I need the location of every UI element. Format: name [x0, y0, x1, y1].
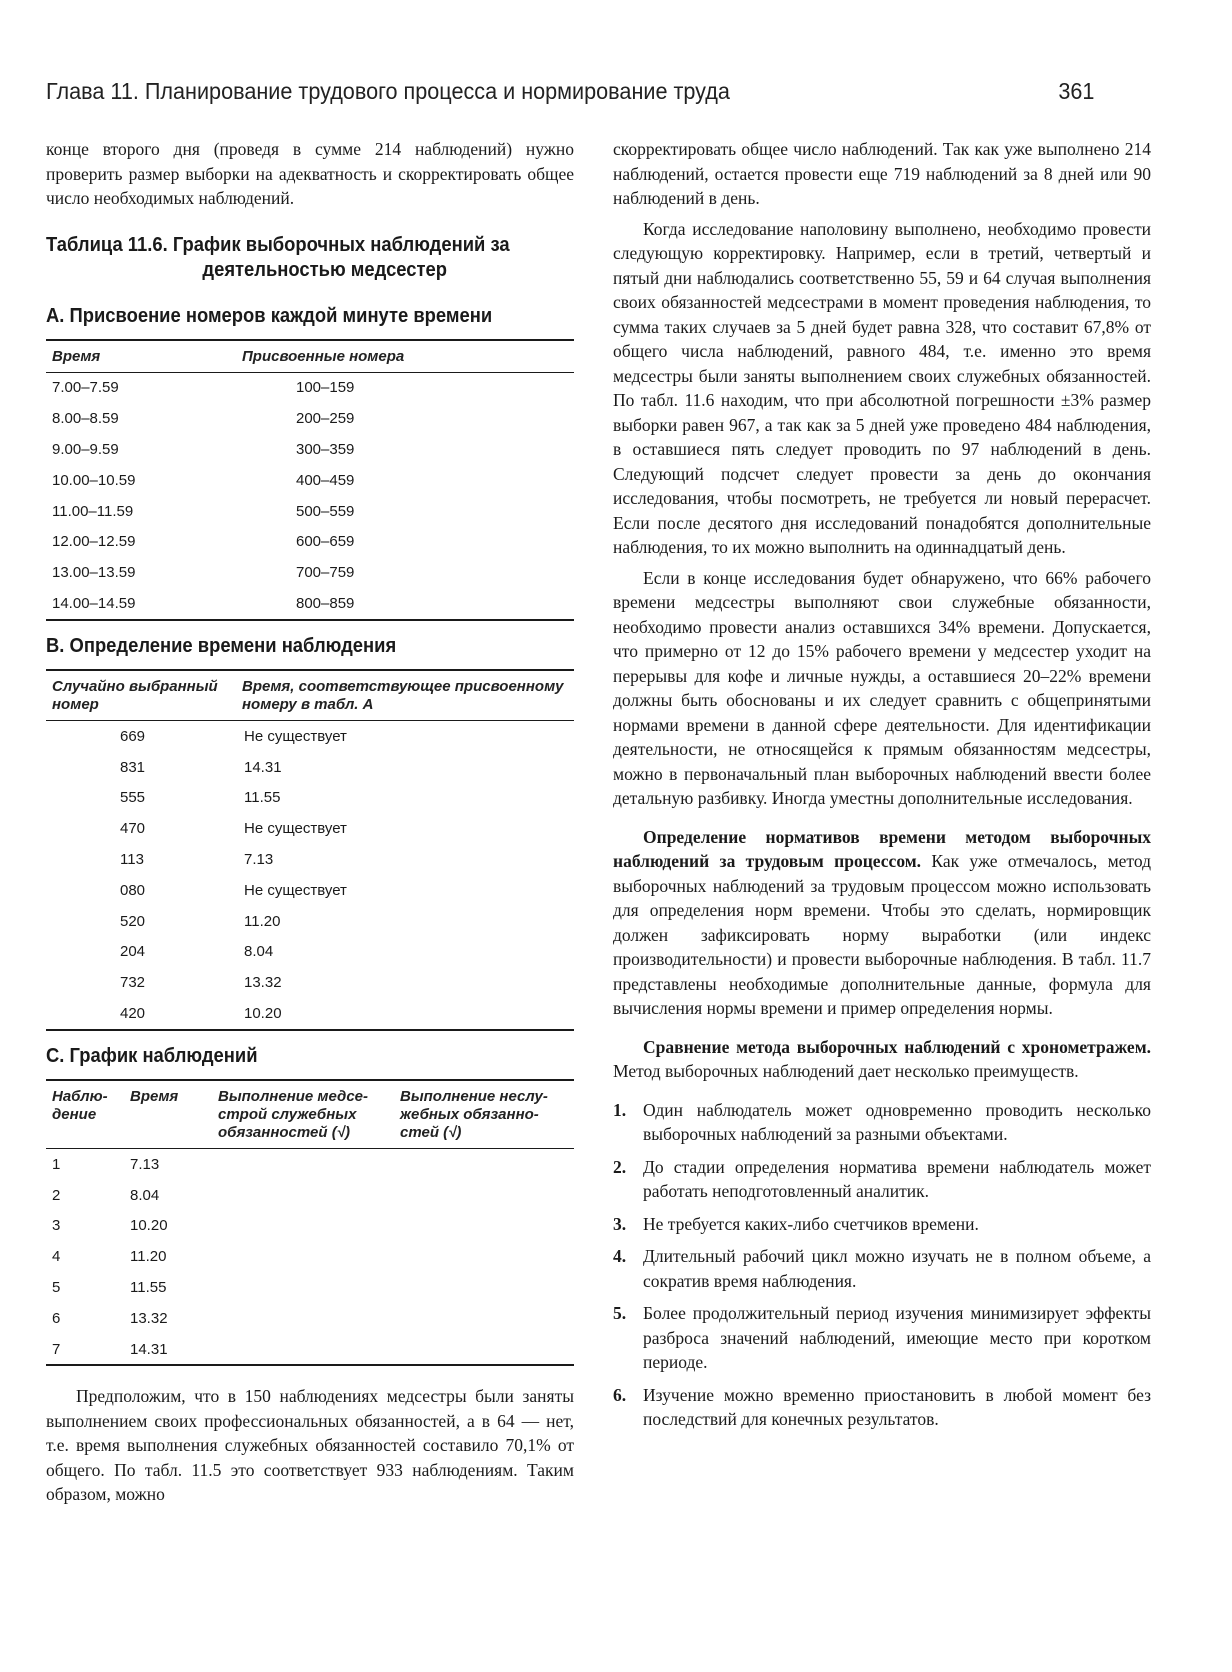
table-cell: 831: [120, 758, 146, 776]
table-cell: 9.00–9.59: [52, 440, 119, 458]
list-item-number: 6.: [613, 1384, 627, 1405]
right-column: [613, 137, 1151, 1440]
table-row: [46, 752, 574, 783]
table-row: [46, 465, 574, 496]
paragraph: Когда исследование наполовину выполнено, необходимо провести следующую корректировку. Например, если в третий, четвертый и пятый дни наблюдались соответственно 55, 59 и 64 случая выполнения своих обязанностей медсестрами в момент проведения наблюдения, то сумма таких случаев за 5 дней будет равна 328, что составит 67,8% от общего числа наблюдений, равного 484, т.е. именно это время медсестры были заняты выполнением своих служебных обязанностей. По табл. 11.6 находим, что при абсолютной погрешности ±3% размер выборки равен 967, а так как за 5 дней уже проведено 484 наблюдения, в оставшиеся пять следует проводить по 97 наблюдений в день. Следующий подсчет следует провести за день до окончания исследования, чтобы посмотреть, не требуется ли новый перерасчет. Если после десятого дня исследований понадобятся дополнительные наблюдения, то их можно выполнить на одиннадцатый день.: [613, 218, 1151, 557]
table-row: [46, 372, 574, 403]
table-cell-empty: [394, 1241, 574, 1272]
list-item-number: 1.: [613, 1099, 627, 1120]
table-cell: 200–259: [296, 410, 355, 428]
closing-paragraph: Предположим, что в 150 наблюдениях медсестры были заняты выполнением своих профессиональных обязанностей, а в 64 — нет, т.е. время выполнения служебных обязанностей составило 70,1% от общего. По табл. 11.5 это соответствует 933 наблюдениям. Таким образом, можно: [46, 1386, 574, 1505]
table-caption: [46, 233, 532, 283]
table-row: [46, 526, 574, 557]
table-cell: 3: [52, 1217, 61, 1235]
table-cell-empty: [212, 1148, 394, 1179]
paragraph-text: Как уже отмечалось, метод выборочных наблюдений за трудовым процессом можно использовать для определения норм времени. Чтобы это сделать, нормировщик должен зафиксировать норму выработки (или индекс производительности) и провести выборочные наблюдения. В табл. 11.7 представлены необходимые дополнительные данные, формула для вычисления нормы времени и пример определения нормы.: [613, 851, 1151, 1018]
table-cell: 113: [120, 850, 144, 868]
intro-paragraph: конце второго дня (проведя в сумме 214 наблюдений) нужно проверить размер выборки на адекватность и скорректировать общее число необходимых наблюдений.: [46, 139, 574, 208]
table-cell: 8.04: [130, 1186, 160, 1204]
table-cell-empty: [394, 1272, 574, 1303]
table-row: [46, 1180, 574, 1211]
list-item-text: Длительный рабочий цикл можно изучать не в полном объеме, а сократив время наблюдения.: [643, 1246, 1151, 1291]
running-header: [46, 78, 1095, 112]
paragraph-text: Метод выборочных наблюдений дает несколько преимуществ.: [613, 1061, 1079, 1081]
table-cell: 13.00–13.59: [52, 564, 136, 582]
table-cell-empty: [212, 1180, 394, 1211]
list-item: [613, 1212, 1151, 1237]
table-row: [46, 906, 574, 937]
table-cell: 11.20: [244, 912, 281, 930]
table-cell: 420: [120, 1004, 146, 1022]
table-caption-line-1: Таблица 11.6. График выборочных наблюдений за: [46, 233, 510, 256]
table-cell: 14.31: [244, 758, 282, 776]
table-cell-empty: [212, 1334, 394, 1366]
chapter-title: Глава 11. Планирование трудового процесса и нормирование труда: [46, 78, 730, 104]
column-header: Присвоенные номера: [242, 347, 405, 365]
table-cell: 700–759: [296, 564, 355, 582]
table-cell: 11.20: [130, 1248, 167, 1266]
table-row: [46, 813, 574, 844]
table-row: [46, 1272, 574, 1303]
table-cell: 10.20: [130, 1217, 168, 1235]
table-cell: 14.31: [130, 1340, 168, 1358]
table-row: [46, 496, 574, 527]
table-c-body: [46, 1148, 574, 1365]
table-cell: 080: [120, 881, 146, 899]
table-cell: 800–859: [296, 594, 355, 612]
table-cell: 14.00–14.59: [52, 594, 136, 612]
table-cell: 7.00–7.59: [52, 379, 119, 397]
paragraph: Если в конце исследования будет обнаружено, что 66% рабочего времени медсестры выполняют свои служебные обязанности, необходимо провести анализ оставшихся 34% времени. Допускается, что примерно от 12 до 15% рабочего времени у медсестер уходит на перерывы для кофе и личные нужды, а оставшиеся 20–22% времени должны быть обоснованы и их следует сравнить с общепринятыми нормами времени в данной сфере деятельности. Для идентификации деятельности, не относящейся к прямым обязанностям медсестры, можно в первоначальный план выборочных наблюдений ввести более детальную разбивку. Иногда уместны дополнительные исследования.: [613, 567, 1151, 808]
list-item: [613, 1301, 1151, 1375]
table-cell: 6: [52, 1309, 61, 1327]
table-cell: Не существует: [244, 820, 347, 838]
table-cell: 400–459: [296, 471, 355, 489]
column-header: Время: [52, 347, 101, 365]
list-item-text: Изучение можно временно приостановить в любой момент без последствий для конечных результатов.: [643, 1384, 1151, 1429]
table-row: [46, 403, 574, 434]
table-cell-empty: [394, 1303, 574, 1334]
table-cell: 600–659: [296, 533, 355, 551]
list-item: [613, 1244, 1151, 1293]
table-cell: 13.32: [130, 1309, 168, 1327]
table-row: [46, 1210, 574, 1241]
paragraph: [613, 1035, 1151, 1084]
table-cell: 470: [120, 820, 146, 838]
table-cell: 10.00–10.59: [52, 471, 136, 489]
paragraph-heading: Сравнение метода выборочных наблюдений с хронометражем.: [643, 1036, 1151, 1057]
column-header: Выполнение медсе-строй служебных обязанностей (√): [218, 1087, 369, 1141]
table-row: [46, 1303, 574, 1334]
table-cell: 7.13: [244, 850, 274, 868]
table-cell: 500–559: [296, 502, 355, 520]
table-b-observation-time: [46, 669, 574, 1031]
table-cell: 7.13: [130, 1155, 160, 1173]
column-header: Случайно выбранный номер: [52, 677, 218, 713]
table-header-row: [46, 1080, 574, 1149]
table-cell: 555: [120, 789, 146, 807]
list-item-number: 2.: [613, 1156, 627, 1177]
table-cell-empty: [212, 1241, 394, 1272]
table-header-row: [46, 670, 574, 721]
table-b-body: [46, 720, 574, 1029]
table-cell: 11.00–11.59: [52, 502, 134, 520]
table-header-row: [46, 340, 574, 373]
table-cell: 669: [120, 727, 146, 745]
list-item-number: 5.: [613, 1303, 627, 1323]
table-cell: 11.55: [130, 1278, 167, 1296]
table-row: [46, 720, 574, 751]
table-a-body: [46, 372, 574, 620]
table-a-time-assignment: [46, 339, 574, 621]
table-row: [46, 1148, 574, 1179]
table-row: [46, 998, 574, 1030]
table-cell: 4: [52, 1248, 61, 1266]
table-cell: 8.04: [244, 943, 274, 961]
table-cell: 1: [52, 1155, 61, 1173]
table-cell-empty: [212, 1210, 394, 1241]
section-b-title: B. Определение времени наблюдения: [46, 634, 397, 657]
page-number: 361: [1058, 78, 1095, 104]
left-column: [46, 137, 574, 1507]
table-row: [46, 1241, 574, 1272]
paragraph: скорректировать общее число наблюдений. Так как уже выполнено 214 наблюдений, остается провести еще 719 наблюдений за 8 дней или 90 наблюдений в день.: [613, 139, 1151, 208]
table-cell: 7: [52, 1340, 61, 1358]
list-item-number: 4.: [613, 1246, 627, 1266]
column-header: Наблю-дение: [52, 1087, 108, 1123]
table-c-observation-schedule: [46, 1079, 574, 1367]
paragraph-heading: Определение нормативов времени методом выборочных наблюдений за трудовым процессом.: [613, 826, 1151, 871]
list-item-text: Более продолжительный период изучения минимизирует эффекты разброса значений наблюдений, имеющие место при коротком периоде.: [643, 1303, 1151, 1372]
table-cell-empty: [394, 1210, 574, 1241]
list-item-text: Один наблюдатель может одновременно проводить несколько выборочных наблюдений за разными объектами.: [643, 1099, 1151, 1144]
table-cell: 13.32: [244, 974, 282, 992]
table-row: [46, 1334, 574, 1366]
table-row: [46, 875, 574, 906]
table-cell: 732: [120, 974, 146, 992]
list-item: [613, 1383, 1151, 1432]
list-item-text: Не требуется каких-либо счетчиков времени.: [643, 1213, 979, 1234]
table-row: [46, 557, 574, 588]
section-a-title: A. Присвоение номеров каждой минуте времени: [46, 304, 493, 327]
table-cell: Не существует: [244, 881, 347, 899]
table-row: [46, 844, 574, 875]
column-header: Время: [130, 1087, 179, 1105]
section-c-title: C. График наблюдений: [46, 1044, 258, 1067]
table-cell: 12.00–12.59: [52, 533, 136, 551]
advantages-list: [613, 1098, 1151, 1432]
table-cell-empty: [394, 1180, 574, 1211]
list-item: [613, 1098, 1151, 1147]
paragraph: [613, 825, 1151, 1021]
table-cell: Не существует: [244, 727, 347, 745]
table-cell: 10.20: [244, 1004, 282, 1022]
table-caption-line-2: деятельностью медсестер: [202, 258, 448, 281]
list-item-number: 3.: [613, 1213, 627, 1234]
table-cell: 8.00–8.59: [52, 410, 119, 428]
table-row: [46, 936, 574, 967]
table-cell-empty: [212, 1303, 394, 1334]
table-cell: 11.55: [244, 789, 281, 807]
table-cell: 2: [52, 1186, 61, 1204]
column-header: Выполнение неслу-жебных обязанно-стей (√): [400, 1087, 548, 1141]
table-row: [46, 782, 574, 813]
table-cell: 300–359: [296, 440, 355, 458]
table-row: [46, 967, 574, 998]
column-header: Время, соответствующее присвоенному номеру в табл. А: [242, 677, 564, 713]
table-cell: 520: [120, 912, 146, 930]
list-item-text: До стадии определения норматива времени наблюдатель может работать неподготовленный аналитик.: [643, 1156, 1151, 1201]
table-cell-empty: [212, 1272, 394, 1303]
list-item: [613, 1155, 1151, 1204]
table-cell-empty: [394, 1148, 574, 1179]
table-row: [46, 588, 574, 620]
table-row: [46, 434, 574, 465]
table-cell: 5: [52, 1278, 61, 1296]
table-cell: 204: [120, 943, 146, 961]
table-cell: 100–159: [296, 379, 355, 397]
table-cell-empty: [394, 1334, 574, 1366]
